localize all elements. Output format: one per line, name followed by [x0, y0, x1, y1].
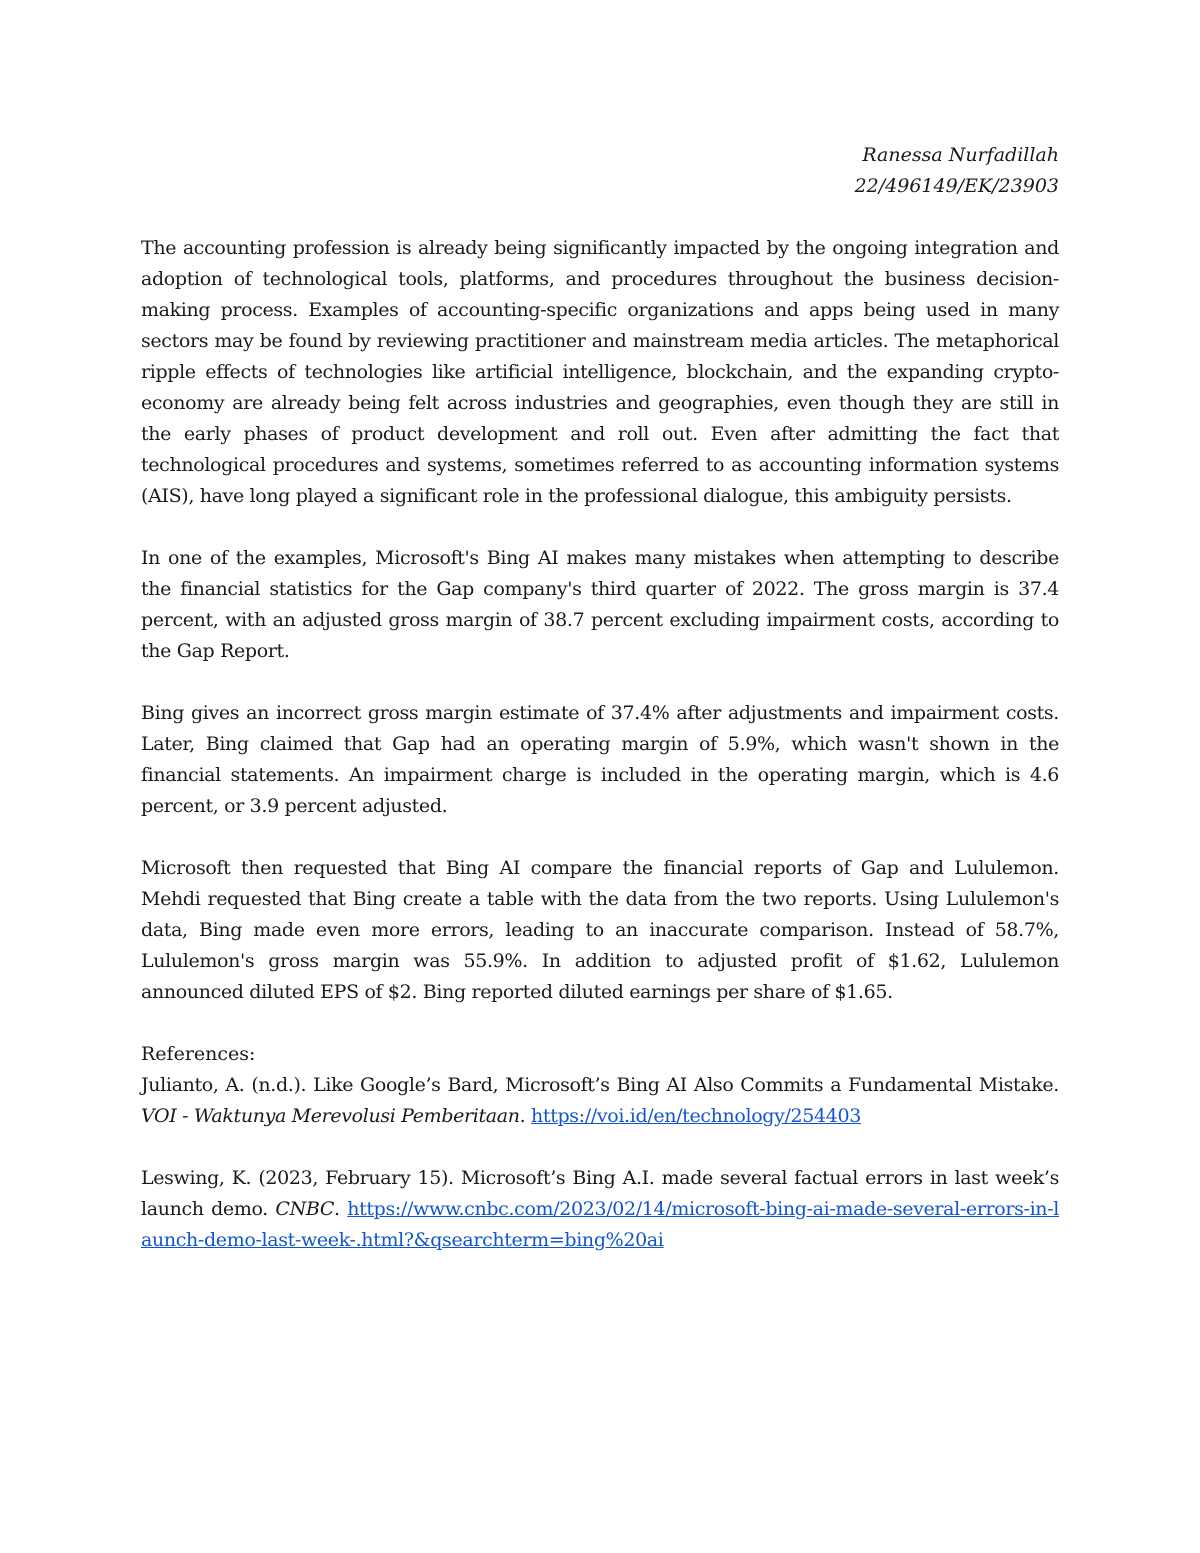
reference-source: VOI - Waktunya Merevolusi Pemberitaan: [141, 1105, 520, 1127]
paragraph-bing-errors: Bing gives an incorrect gross margin estimate of 37.4% after adjustments and impairment costs. Later, Bing claimed that Gap had an operating margin of 5.9%, which wasn't shown in the financial statements. An impairment charge is included in the operating margin, which is 4.6 percent, or 3.9 percent adjusted.: [141, 702, 1059, 817]
references-heading: References:: [141, 1043, 256, 1065]
paragraph-bing-gap-example: In one of the examples, Microsoft's Bing AI makes many mistakes when attempting to describe the financial statistics for the Gap company's third quarter of 2022. The gross margin is 37.4 percent, with an adjusted gross margin of 38.7 percent excluding impairment costs, according to the Gap Report.: [141, 547, 1059, 662]
reference-text: Leswing, K. (2023, February 15). Microsoft’s Bing A.I. made several factual errors in last week’s launch demo.: [141, 1167, 1059, 1220]
author-name: Ranessa Nurfadillah: [862, 144, 1059, 166]
reference-item: [141, 1163, 1059, 1256]
reference-link[interactable]: https://www.cnbc.com/2023/02/14/microsoft-bing-ai-made-several-errors-in-launch-demo-last-week-.html?&qsearchterm=bing%20ai: [141, 1198, 1059, 1251]
reference-text: Julianto, A. (n.d.). Like Google’s Bard, Microsoft’s Bing AI Also Commits a Fundamental Mistake.: [141, 1074, 1059, 1096]
reference-item: [141, 1070, 1059, 1132]
reference-punct: .: [334, 1198, 348, 1220]
student-id: 22/496149/EK/23903: [854, 175, 1059, 197]
author-header: [141, 140, 1059, 202]
reference-punct: .: [519, 1105, 532, 1127]
document-page: [141, 140, 1059, 1287]
paragraph-intro: The accounting profession is already being significantly impacted by the ongoing integration and adoption of technological tools, platforms, and procedures throughout the business decision-making process. Examples of accounting-specific organizations and apps being used in many sectors may be found by reviewing practitioner and mainstream media articles. The metaphorical ripple effects of technologies like artificial intelligence, blockchain, and the expanding crypto-economy are already being felt across industries and geographies, even though they are still in the early phases of product development and roll out. Even after admitting the fact that technological procedures and systems, sometimes referred to as accounting information systems (AIS), have long played a significant role in the professional dialogue, this ambiguity persists.: [141, 237, 1059, 507]
reference-link[interactable]: https://voi.id/en/technology/254403: [531, 1105, 861, 1127]
paragraph-lululemon-comparison: Microsoft then requested that Bing AI compare the financial reports of Gap and Lululemon. Mehdi requested that Bing create a table with the data from the two reports. Using Lululemon's data, Bing made even more errors, leading to an inaccurate comparison. Instead of 58.7%, Lululemon's gross margin was 55.9%. In addition to adjusted profit of $1.62, Lululemon announced diluted EPS of $2. Bing reported diluted earnings per share of $1.65.: [141, 857, 1059, 1003]
reference-source: CNBC: [275, 1198, 335, 1220]
